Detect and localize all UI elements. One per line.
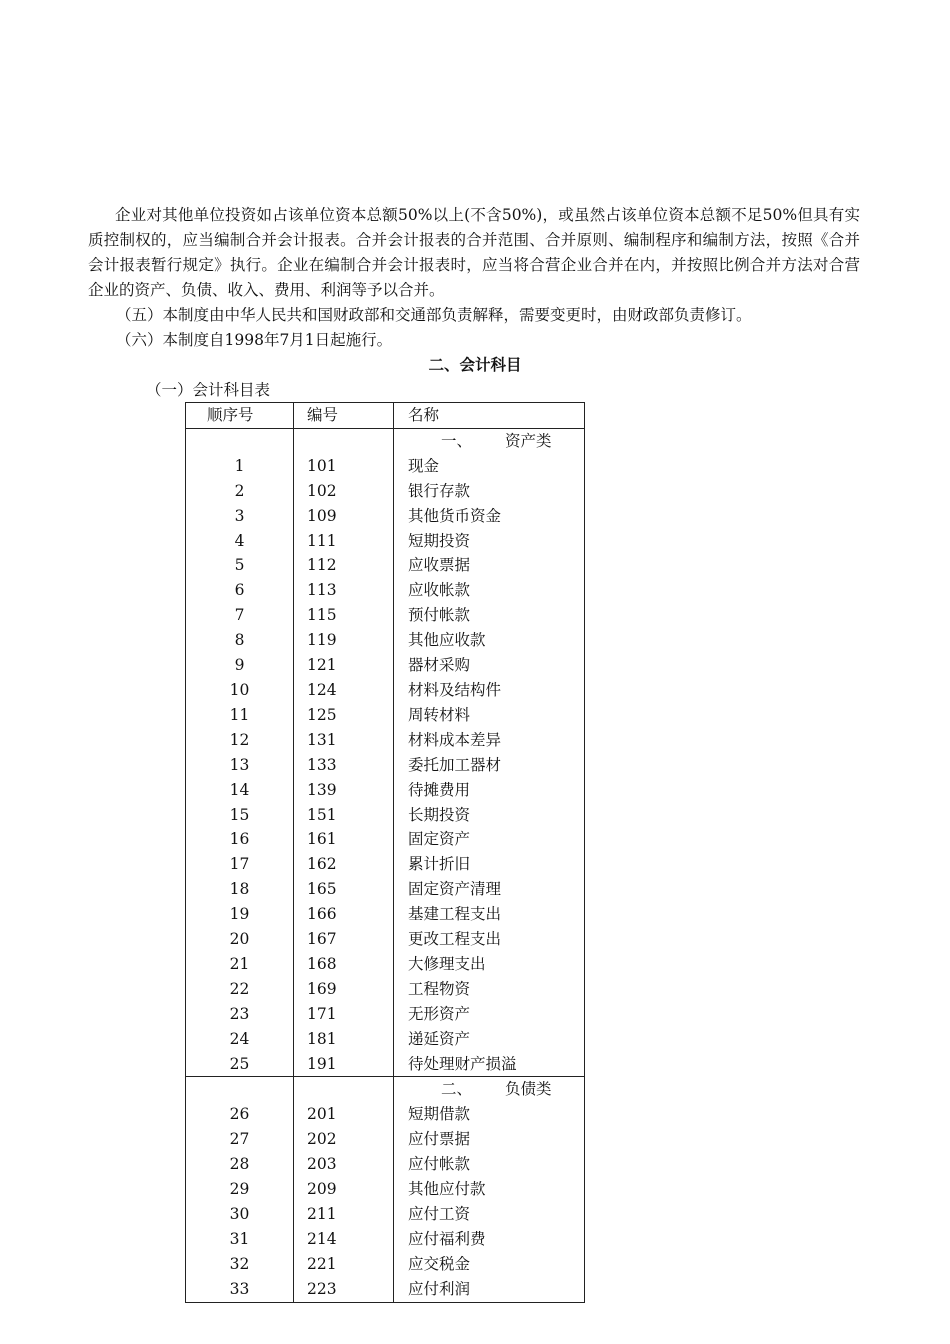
table-row bbox=[186, 479, 585, 504]
code-cell: 131 bbox=[294, 728, 394, 753]
code-cell: 211 bbox=[294, 1202, 394, 1227]
table-row bbox=[186, 653, 585, 678]
category-row bbox=[186, 1077, 585, 1102]
name-cell: 现金 bbox=[394, 454, 585, 479]
seq-cell: 12 bbox=[186, 728, 294, 753]
seq-cell: 25 bbox=[186, 1052, 294, 1077]
code-cell: 119 bbox=[294, 628, 394, 653]
seq-cell: 24 bbox=[186, 1027, 294, 1052]
table-row bbox=[186, 753, 585, 778]
table-row bbox=[186, 603, 585, 628]
clause-five: （五）本制度由中华人民共和国财政部和交通部负责解释，需要变更时，由财政部负责修订。 bbox=[116, 306, 752, 324]
seq-cell: 2 bbox=[186, 479, 294, 504]
seq-cell: 31 bbox=[186, 1227, 294, 1252]
table-row bbox=[186, 1252, 585, 1277]
code-cell: 162 bbox=[294, 852, 394, 877]
seq-cell: 1 bbox=[186, 454, 294, 479]
code-cell: 109 bbox=[294, 504, 394, 529]
seq-cell: 5 bbox=[186, 553, 294, 578]
code-cell: 223 bbox=[294, 1277, 394, 1302]
clause-six: （六）本制度自1998年7月1日起施行。 bbox=[116, 331, 393, 349]
subsection-title: （一）会计科目表 bbox=[146, 381, 271, 399]
code-cell: 121 bbox=[294, 653, 394, 678]
table-row bbox=[186, 1027, 585, 1052]
name-cell: 应收帐款 bbox=[394, 578, 585, 603]
accounts-table bbox=[185, 402, 585, 1303]
name-cell: 更改工程支出 bbox=[394, 927, 585, 952]
seq-cell: 4 bbox=[186, 529, 294, 554]
table-header-row bbox=[186, 403, 585, 429]
name-cell: 预付帐款 bbox=[394, 603, 585, 628]
table-row bbox=[186, 877, 585, 902]
table-row bbox=[186, 827, 585, 852]
code-cell: 124 bbox=[294, 678, 394, 703]
name-cell: 其他货币资金 bbox=[394, 504, 585, 529]
name-cell: 固定资产清理 bbox=[394, 877, 585, 902]
code-cell: 125 bbox=[294, 703, 394, 728]
category-name: 负债类 bbox=[505, 1080, 552, 1099]
category-label bbox=[394, 1077, 585, 1102]
table-row bbox=[186, 952, 585, 977]
table-row bbox=[186, 529, 585, 554]
code-cell: 181 bbox=[294, 1027, 394, 1052]
seq-cell: 13 bbox=[186, 753, 294, 778]
seq-cell: 23 bbox=[186, 1002, 294, 1027]
seq-cell: 19 bbox=[186, 902, 294, 927]
code-cell: 102 bbox=[294, 479, 394, 504]
name-cell: 应交税金 bbox=[394, 1252, 585, 1277]
name-cell: 应付工资 bbox=[394, 1202, 585, 1227]
table-row bbox=[186, 678, 585, 703]
code-cell: 191 bbox=[294, 1052, 394, 1077]
table-row bbox=[186, 454, 585, 479]
name-cell: 委托加工器材 bbox=[394, 753, 585, 778]
code-cell: 151 bbox=[294, 803, 394, 828]
code-cell: 101 bbox=[294, 454, 394, 479]
name-cell: 材料及结构件 bbox=[394, 678, 585, 703]
code-cell: 115 bbox=[294, 603, 394, 628]
code-cell: 171 bbox=[294, 1002, 394, 1027]
seq-cell: 26 bbox=[186, 1102, 294, 1127]
seq-cell: 18 bbox=[186, 877, 294, 902]
seq-cell: 14 bbox=[186, 778, 294, 803]
seq-cell: 17 bbox=[186, 852, 294, 877]
code-cell: 139 bbox=[294, 778, 394, 803]
name-cell: 应付票据 bbox=[394, 1127, 585, 1152]
table-row bbox=[186, 703, 585, 728]
header-name: 名称 bbox=[394, 403, 585, 429]
code-cell: 113 bbox=[294, 578, 394, 603]
table-row bbox=[186, 504, 585, 529]
code-cell: 203 bbox=[294, 1152, 394, 1177]
category-row bbox=[186, 428, 585, 453]
name-cell: 应付帐款 bbox=[394, 1152, 585, 1177]
name-cell: 待处理财产损溢 bbox=[394, 1052, 585, 1077]
seq-cell: 15 bbox=[186, 803, 294, 828]
name-cell: 应付福利费 bbox=[394, 1227, 585, 1252]
seq-cell: 27 bbox=[186, 1127, 294, 1152]
table-row bbox=[186, 778, 585, 803]
table-row bbox=[186, 1127, 585, 1152]
table-row bbox=[186, 1002, 585, 1027]
table-row bbox=[186, 1227, 585, 1252]
name-cell: 固定资产 bbox=[394, 827, 585, 852]
table-row bbox=[186, 852, 585, 877]
table-row bbox=[186, 1277, 585, 1302]
name-cell: 递延资产 bbox=[394, 1027, 585, 1052]
name-cell: 周转材料 bbox=[394, 703, 585, 728]
name-cell: 器材采购 bbox=[394, 653, 585, 678]
table-row bbox=[186, 578, 585, 603]
code-cell: 111 bbox=[294, 529, 394, 554]
seq-cell: 7 bbox=[186, 603, 294, 628]
seq-cell: 21 bbox=[186, 952, 294, 977]
table-row bbox=[186, 902, 585, 927]
table-row bbox=[186, 1102, 585, 1127]
code-cell: 214 bbox=[294, 1227, 394, 1252]
seq-cell: 28 bbox=[186, 1152, 294, 1177]
seq-cell: 11 bbox=[186, 703, 294, 728]
code-cell: 168 bbox=[294, 952, 394, 977]
seq-cell: 29 bbox=[186, 1177, 294, 1202]
code-cell: 209 bbox=[294, 1177, 394, 1202]
seq-cell: 6 bbox=[186, 578, 294, 603]
seq-cell: 30 bbox=[186, 1202, 294, 1227]
name-cell: 其他应付款 bbox=[394, 1177, 585, 1202]
code-cell: 161 bbox=[294, 827, 394, 852]
name-cell: 材料成本差异 bbox=[394, 728, 585, 753]
seq-cell: 9 bbox=[186, 653, 294, 678]
table-row bbox=[186, 728, 585, 753]
table-row bbox=[186, 1202, 585, 1227]
category-number: 一、 bbox=[441, 431, 473, 450]
header-code: 编号 bbox=[294, 403, 394, 429]
code-cell: 169 bbox=[294, 977, 394, 1002]
category-number: 二、 bbox=[441, 1080, 473, 1099]
category-seq-empty bbox=[186, 1077, 294, 1102]
seq-cell: 16 bbox=[186, 827, 294, 852]
name-cell: 短期投资 bbox=[394, 529, 585, 554]
code-cell: 167 bbox=[294, 927, 394, 952]
name-cell: 待摊费用 bbox=[394, 778, 585, 803]
name-cell: 其他应收款 bbox=[394, 628, 585, 653]
seq-cell: 20 bbox=[186, 927, 294, 952]
category-seq-empty bbox=[186, 428, 294, 453]
table-row bbox=[186, 977, 585, 1002]
code-cell: 112 bbox=[294, 553, 394, 578]
name-cell: 工程物资 bbox=[394, 977, 585, 1002]
seq-cell: 10 bbox=[186, 678, 294, 703]
name-cell: 无形资产 bbox=[394, 1002, 585, 1027]
table-row bbox=[186, 1152, 585, 1177]
name-cell: 大修理支出 bbox=[394, 952, 585, 977]
table-row bbox=[186, 803, 585, 828]
table-row bbox=[186, 628, 585, 653]
section-title: 二、会计科目 bbox=[428, 356, 522, 374]
paragraph-consolidated-statements: 企业对其他单位投资如占该单位资本总额50%以上(不含50%)，或虽然占该单位资本总额不足50%但具有实质控制权的，应当编制合并会计报表。合并会计报表的合并范围、合并原则、编制程序和编制方法，按照《合并会计报表暂行规定》执行。企业在编制合并会计报表时，应当将合营企业合并在内，并按照比例合并方法对合营企业的资产、负债、收入、费用、利润等予以合并。 bbox=[88, 206, 860, 299]
table-row bbox=[186, 927, 585, 952]
name-cell: 长期投资 bbox=[394, 803, 585, 828]
seq-cell: 3 bbox=[186, 504, 294, 529]
code-cell: 133 bbox=[294, 753, 394, 778]
seq-cell: 22 bbox=[186, 977, 294, 1002]
table-row bbox=[186, 1177, 585, 1202]
category-name: 资产类 bbox=[505, 431, 552, 450]
code-cell: 165 bbox=[294, 877, 394, 902]
name-cell: 短期借款 bbox=[394, 1102, 585, 1127]
category-label bbox=[394, 428, 585, 453]
seq-cell: 32 bbox=[186, 1252, 294, 1277]
category-code-empty bbox=[294, 1077, 394, 1102]
name-cell: 累计折旧 bbox=[394, 852, 585, 877]
name-cell: 应付利润 bbox=[394, 1277, 585, 1302]
table-row bbox=[186, 1052, 585, 1077]
seq-cell: 33 bbox=[186, 1277, 294, 1302]
table-row bbox=[186, 553, 585, 578]
header-seq: 顺序号 bbox=[186, 403, 294, 429]
code-cell: 201 bbox=[294, 1102, 394, 1127]
table-body bbox=[186, 428, 585, 1302]
code-cell: 166 bbox=[294, 902, 394, 927]
code-cell: 202 bbox=[294, 1127, 394, 1152]
code-cell: 221 bbox=[294, 1252, 394, 1277]
name-cell: 银行存款 bbox=[394, 479, 585, 504]
category-code-empty bbox=[294, 428, 394, 453]
name-cell: 基建工程支出 bbox=[394, 902, 585, 927]
seq-cell: 8 bbox=[186, 628, 294, 653]
name-cell: 应收票据 bbox=[394, 553, 585, 578]
